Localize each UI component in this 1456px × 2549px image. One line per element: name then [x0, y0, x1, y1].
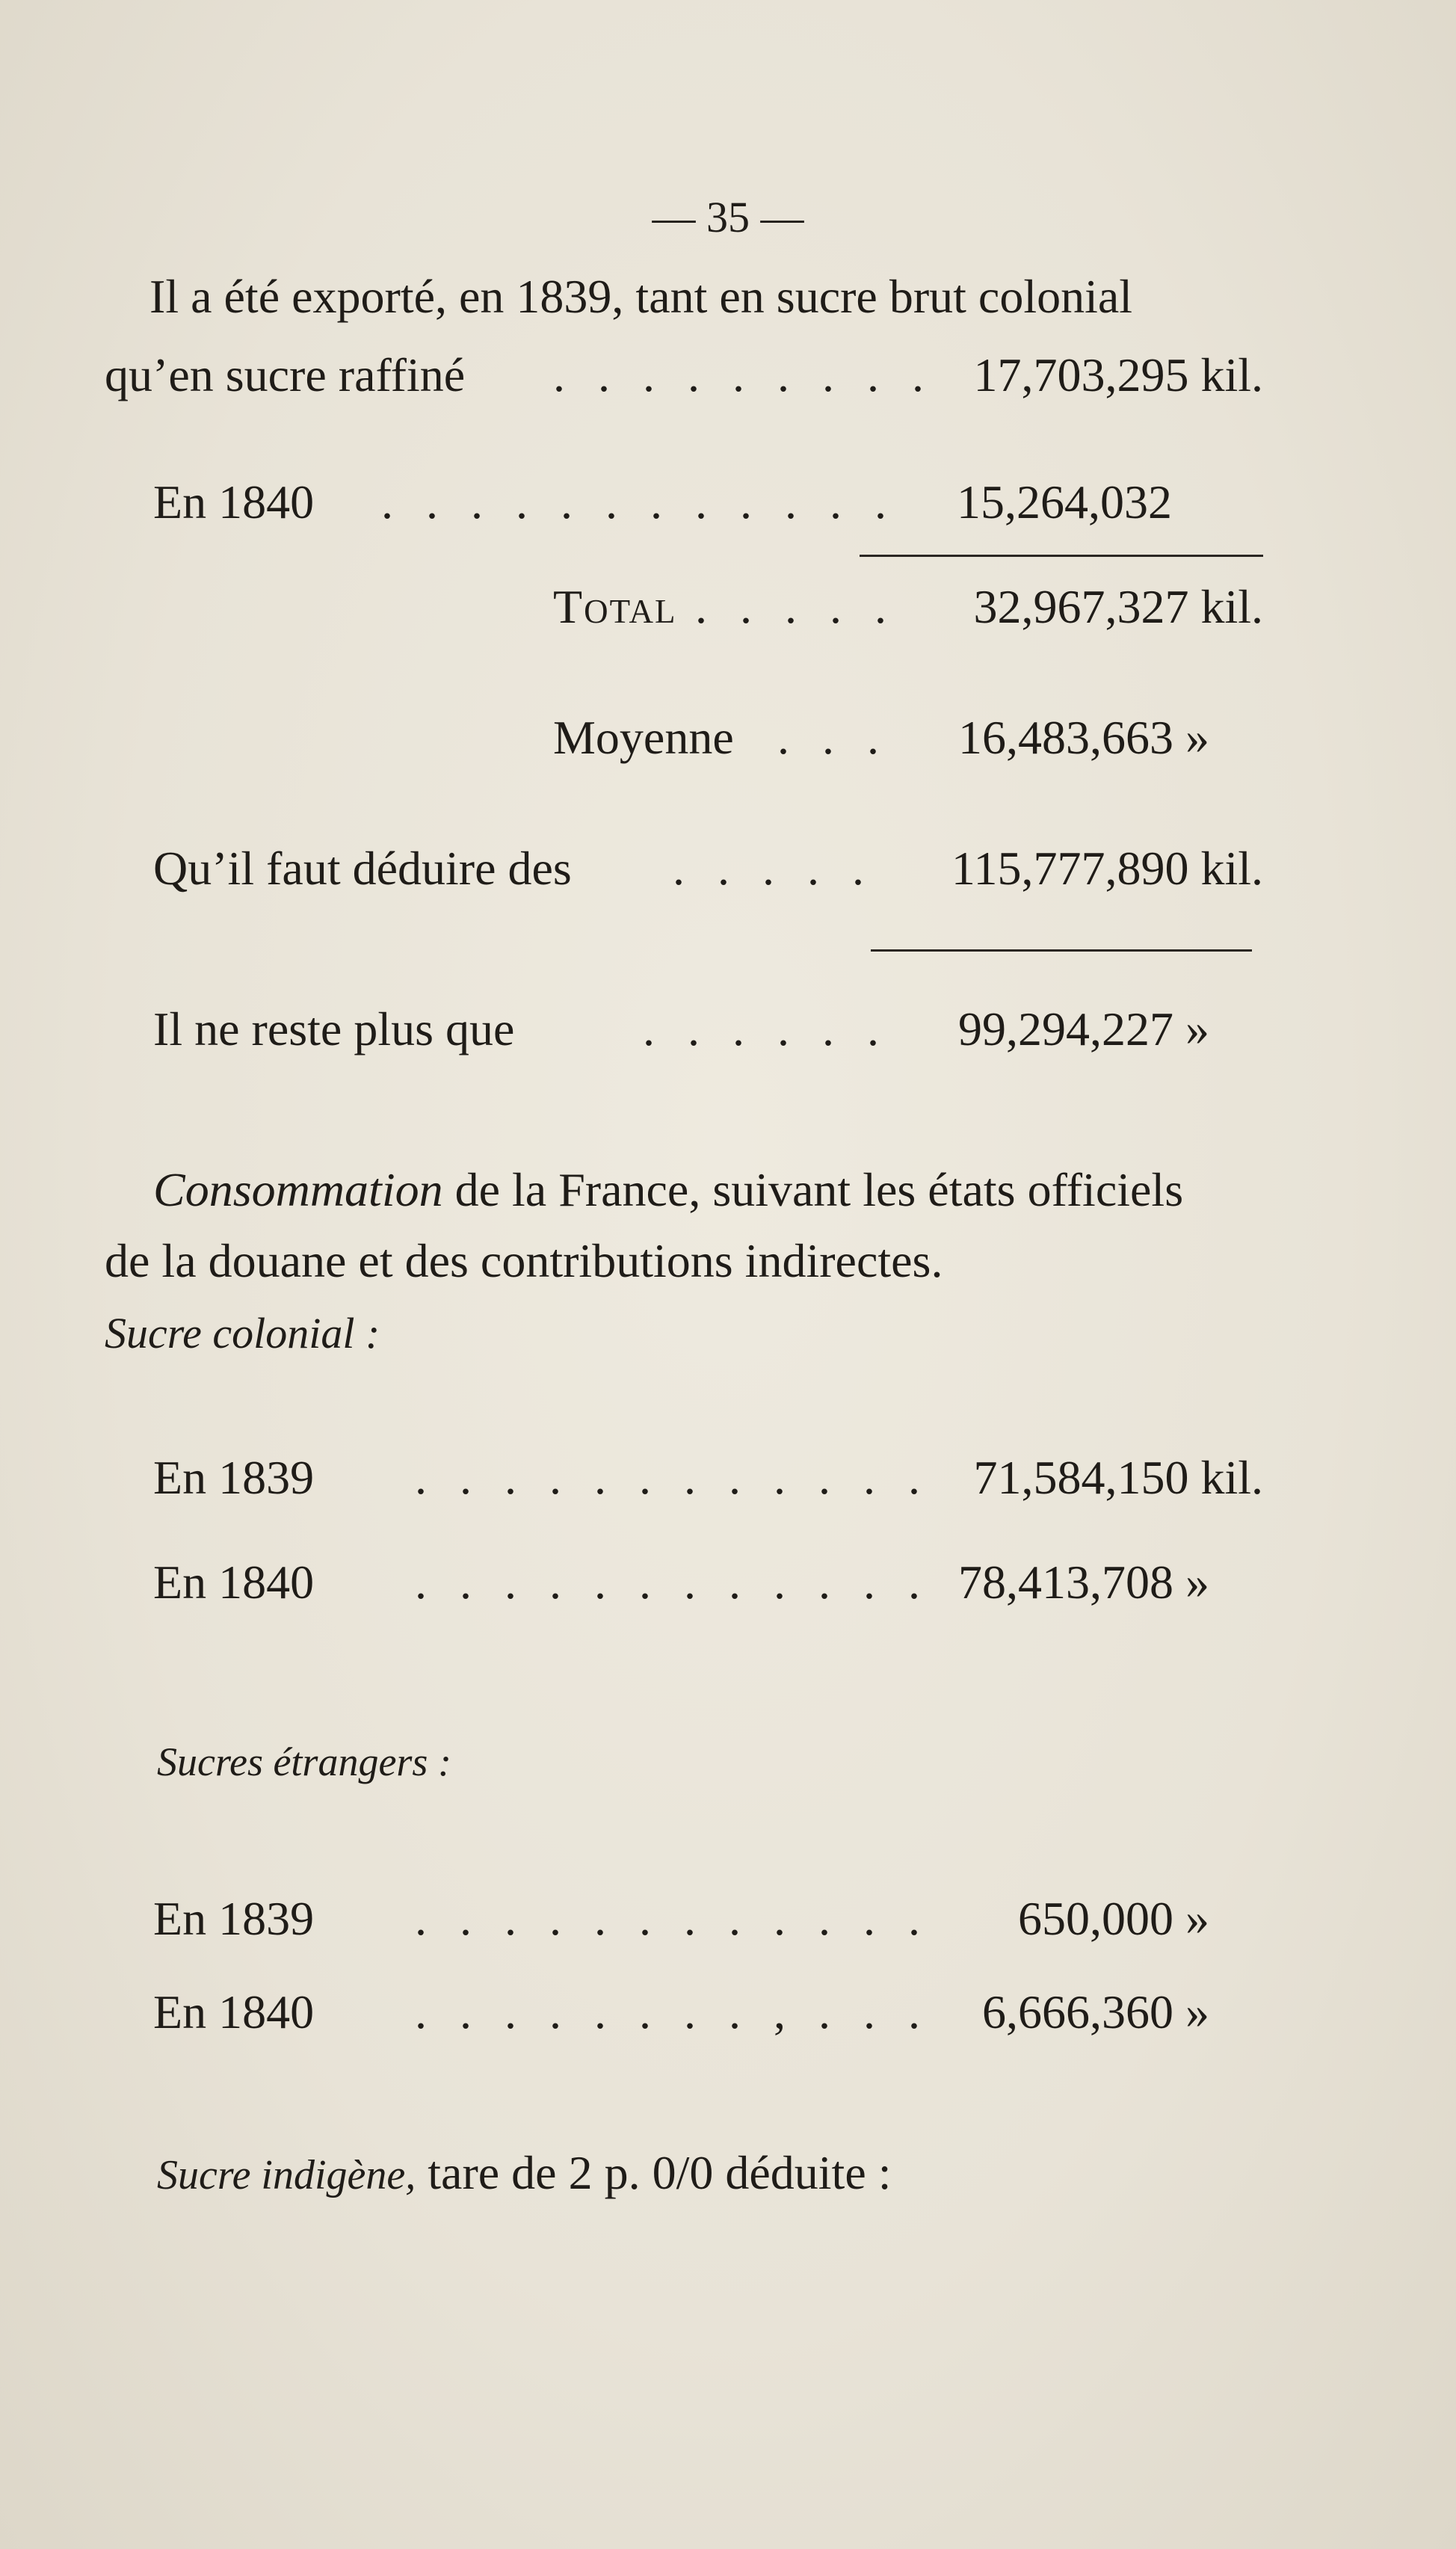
foreign-row-1-value: 650,000 » [1018, 1892, 1209, 1945]
exports-1840-dots: . . . . . . . . . . . . [381, 475, 897, 528]
exports-intro-line-2-label: qu’en sucre raffiné [105, 348, 466, 401]
colonial-row-2-label: En 1840 [153, 1556, 315, 1609]
remaining-label: Il ne reste plus que [153, 1002, 515, 1055]
consumption-heading-line-1 [153, 1163, 1184, 1216]
consumption-heading-line-2: de la douane et des contributions indirectes. [105, 1234, 943, 1287]
average-value: 16,483,663 » [958, 711, 1209, 764]
colonial-row-1-label: En 1839 [153, 1451, 315, 1504]
exports-1840-value: 15,264,032 [957, 475, 1172, 528]
total-rule [860, 555, 1263, 557]
average-dots: . . . [777, 711, 889, 764]
total-label: Total [553, 580, 677, 633]
exports-intro-line-2-dots: . . . . . . . . . [553, 348, 934, 401]
remaining-value: 99,294,227 » [958, 1002, 1209, 1055]
colonial-row-2-value: 78,413,708 » [958, 1556, 1209, 1609]
foreign-row-2-value: 6,666,360 » [982, 1985, 1209, 2038]
indigenous-heading-italic: Sucre indigène, [157, 2152, 416, 2198]
deduct-value: 115,777,890 kil. [951, 842, 1263, 895]
remaining-rule [871, 949, 1252, 952]
consumption-heading-italic: Consommation [153, 1163, 443, 1216]
foreign-row-2-label: En 1840 [153, 1985, 315, 2038]
average-label: Moyenne [553, 711, 734, 764]
colonial-row-2-dots: . . . . . . . . . . . . [415, 1556, 931, 1609]
colonial-row-1-dots: . . . . . . . . . . . . [415, 1451, 931, 1504]
total-dots: . . . . . [695, 580, 897, 633]
page-number: — 35 — [652, 193, 804, 241]
foreign-heading: Sucres étrangers : [157, 1739, 451, 1784]
consumption-heading-rest: de la France, suivant les états officiels [454, 1163, 1184, 1216]
exports-1839-value: 17,703,295 kil. [973, 348, 1263, 401]
total-value: 32,967,327 kil. [973, 580, 1263, 633]
foreign-row-2-dots: . . . . . . . . , . . . [415, 1985, 931, 2038]
colonial-row-1-value: 71,584,150 kil. [973, 1451, 1263, 1504]
deduct-label: Qu’il faut déduire des [153, 842, 572, 895]
deduct-dots: . . . . . [673, 842, 874, 895]
remaining-dots: . . . . . . [643, 1002, 889, 1055]
indigenous-heading-rest: tare de 2 p. 0/0 déduite : [428, 2146, 892, 2199]
foreign-row-1-dots: . . . . . . . . . . . . [415, 1892, 931, 1945]
foreign-row-1-label: En 1839 [153, 1892, 315, 1945]
indigenous-heading [157, 2146, 892, 2199]
colonial-heading: Sucre colonial : [105, 1309, 380, 1357]
exports-1840-label: En 1840 [153, 475, 315, 528]
exports-intro-line-1: Il a été exporté, en 1839, tant en sucre brut colonial [149, 270, 1133, 323]
